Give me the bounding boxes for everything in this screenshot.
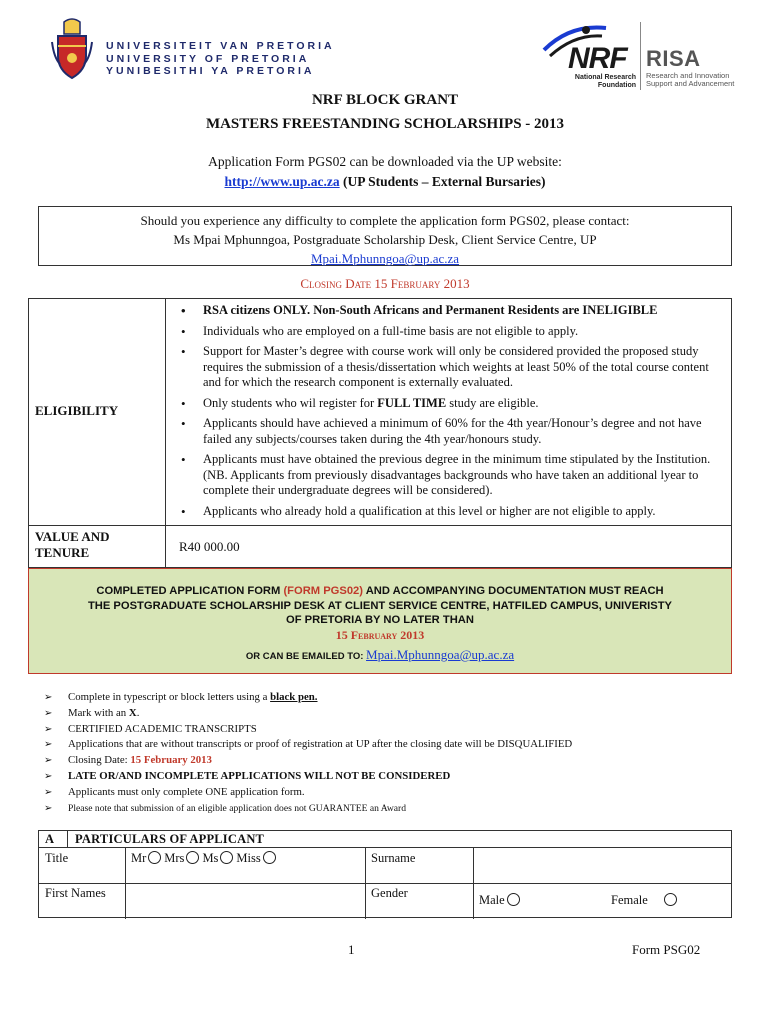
notice-email-link[interactable]: Mpai.Mphunngoa@up.ac.za (366, 647, 515, 662)
surname-label: Surname (371, 851, 416, 865)
arrow-bullet-icon: ➢ (44, 755, 53, 767)
section-letter: A (45, 832, 55, 846)
title-mr-radio[interactable] (148, 851, 161, 864)
university-name-sepedi: YUNIBESITHI YA PRETORIA (106, 65, 315, 77)
instruction-text: Applications that are without transcripts or proof of registration at UP after the closing date will be DISQUALIFIED (68, 738, 573, 751)
section-heading: PARTICULARS OF APPLICANT (75, 832, 265, 846)
notice-line-1 (29, 584, 731, 599)
table-divider (365, 847, 366, 919)
title-option-label: Mr (131, 851, 147, 865)
title-ms-radio[interactable] (220, 851, 233, 864)
arrow-bullet-icon: ➢ (44, 802, 53, 814)
arrow-bullet-icon: ➢ (44, 692, 53, 703)
notice-part-1: COMPLETED APPLICATION FORM (96, 585, 284, 597)
eligibility-list (177, 303, 719, 524)
title-option-label: Mrs (164, 851, 185, 865)
notice-line-3: OF PRETORIA BY NO LATER THAN (286, 614, 474, 626)
website-link[interactable]: http://www.up.ac.za (224, 174, 340, 189)
eligibility-label: ELIGIBILITY (35, 403, 119, 418)
table-divider (67, 831, 68, 847)
instruction-item (44, 785, 572, 801)
gender-label: Gender (371, 886, 408, 900)
arrow-bullet-icon: ➢ (44, 770, 53, 782)
instruction-item (44, 706, 572, 722)
male-label: Male (479, 893, 505, 907)
gender-male-option (479, 893, 523, 908)
instruction-emphasis: black pen. (270, 691, 318, 703)
gender-male-radio[interactable] (507, 893, 520, 906)
instruction-text: Complete in typescript or block letters using a (68, 691, 271, 703)
nrf-risa-logo (540, 18, 735, 90)
arrow-bullet-icon: ➢ (44, 707, 53, 719)
notice-email-prefix: OR CAN BE EMAILED TO: (245, 651, 367, 662)
table-divider (39, 847, 731, 848)
instruction-item (44, 753, 572, 769)
arrow-bullet-icon: ➢ (44, 786, 53, 798)
eligibility-item: • Applicants must have obtained the previous degree in the minimum time stipulated by the Institution. (NB. Applicants from previously disadvantages backgrounds who have taken an additional lyear to complete their undergraduate degrees will be considered). (177, 452, 719, 499)
page-number: 1 (348, 942, 355, 957)
risa-subtitle (646, 72, 734, 88)
risa-subtitle-line-2: Support and Advancement (646, 79, 735, 88)
title-label: Title (45, 851, 69, 865)
contact-line-1: Should you experience any difficulty to complete the application form PGS02, please contact: (140, 213, 630, 228)
notice-form-code: (FORM PGS02) (283, 585, 364, 597)
eligibility-item: • Individuals who are employed on a full-time basis are not eligible to apply. (177, 324, 719, 340)
university-crest-icon (50, 18, 94, 80)
eligibility-table (28, 298, 732, 568)
title-options (131, 851, 279, 866)
university-name-english: UNIVERSITY OF PRETORIA (106, 52, 310, 65)
risa-subtitle-line-1: Research and Innovation (646, 71, 730, 80)
instruction-text: Applicants must only complete ONE application form. (68, 785, 305, 798)
download-note: Application Form PGS02 can be downloaded via the UP website: (208, 154, 562, 169)
nrf-wordmark: NRF (568, 42, 627, 75)
risa-wordmark: RISA (646, 46, 701, 71)
contact-box (38, 206, 732, 266)
document-title: NRF BLOCK GRANT (311, 92, 459, 108)
instruction-text: Please note that submission of an eligible application does not GUARANTEE an Award (68, 802, 407, 814)
eligibility-register-bold: FULL TIME (377, 395, 447, 410)
title-option-label: Ms (202, 851, 219, 865)
download-link-line (0, 174, 770, 190)
document-subtitle: MASTERS FREESTANDING SCHOLARSHIPS - 2013 (205, 116, 565, 132)
table-divider (29, 525, 731, 526)
instruction-text: Closing Date: (68, 754, 131, 767)
first-names-label: First Names (45, 886, 106, 900)
value-amount: R40 000.00 (179, 539, 240, 554)
notice-email-line (29, 648, 731, 665)
table-divider (39, 883, 731, 884)
website-link-suffix: (UP Students – External Bursaries) (339, 174, 546, 189)
particulars-table (38, 830, 732, 918)
instruction-item (44, 769, 572, 785)
instruction-text: LATE OR/AND INCOMPLETE APPLICATIONS WILL NOT BE CONSIDERED (68, 769, 451, 782)
gender-female-radio[interactable] (664, 893, 677, 906)
university-name (106, 40, 335, 78)
instruction-item (44, 737, 572, 753)
notice-part-2: AND ACCOMPANYING DOCUMENTATION MUST REACH (363, 585, 664, 597)
logo-divider (640, 22, 641, 90)
female-label: Female (611, 893, 648, 907)
notice-line-2: THE POSTGRADUATE SCHOLARSHIP DESK AT CLIENT SERVICE CENTRE, HATFILED CAMPUS, UNIVERISTY (87, 599, 673, 612)
form-code: Form PSG02 (632, 942, 701, 957)
instruction-item (44, 722, 572, 738)
eligibility-item: • RSA citizens ONLY. Non-South Africans and Permanent Residents are INELIGIBLE (177, 303, 719, 319)
arrow-bullet-icon: ➢ (44, 723, 53, 735)
instruction-emphasis: X (128, 706, 137, 719)
value-label-line-1: VALUE AND (35, 529, 110, 544)
nrf-subtitle: National Research Foundation (574, 74, 636, 89)
instruction-text: CERTIFIED ACADEMIC TRANSCRIPTS (68, 722, 257, 735)
university-name-afrikaans: UNIVERSITEIT VAN PRETORIA (106, 40, 335, 52)
submission-notice (28, 568, 732, 674)
eligibility-item: • Support for Master’s degree with course work will only be considered provided the proposed study requires the submission of a thesis/dissertation which weights at least 50% of the total course content and for which the research component is externally evaluated. (177, 344, 719, 391)
instruction-item (44, 801, 572, 817)
table-divider (125, 847, 126, 919)
instruction-item (44, 690, 572, 706)
eligibility-register-pre: Only students who wil register for (203, 395, 378, 410)
instruction-list (44, 690, 572, 816)
instruction-closing-date: 15 February 2013 (130, 754, 212, 767)
university-of-pretoria-logo (50, 18, 335, 84)
value-tenure-label (35, 529, 110, 561)
notice-date: 15 February 2013 (335, 627, 425, 642)
title-miss-radio[interactable] (263, 851, 276, 864)
instruction-text: . (136, 706, 140, 719)
eligibility-register-post: study are eligible. (446, 395, 539, 410)
contact-email-link[interactable]: Mpai.Mphunngoa@up.ac.za (310, 251, 460, 266)
gender-female-option (611, 893, 680, 908)
title-mrs-radio[interactable] (186, 851, 199, 864)
value-label-line-2: TENURE (35, 545, 90, 560)
table-divider (473, 847, 474, 919)
eligibility-item (177, 396, 719, 412)
contact-line-2: Ms Mpai Mphunngoa, Postgraduate Scholarship Desk, Client Service Centre, UP (173, 232, 597, 247)
eligibility-item: • Applicants who already hold a qualification at this level or higher are not eligible to apply. (177, 504, 719, 520)
arrow-bullet-icon: ➢ (44, 739, 53, 751)
table-divider (165, 299, 166, 567)
closing-date: Closing Date 15 February 2013 (300, 276, 470, 291)
title-option-label: Miss (236, 851, 261, 865)
instruction-text: Mark with an (68, 706, 129, 719)
eligibility-item: • Applicants should have achieved a minimum of 60% for the 4th year/Honour’s degree and not have failed any subjects/courses taken during the 4th year/honours study. (177, 416, 719, 447)
